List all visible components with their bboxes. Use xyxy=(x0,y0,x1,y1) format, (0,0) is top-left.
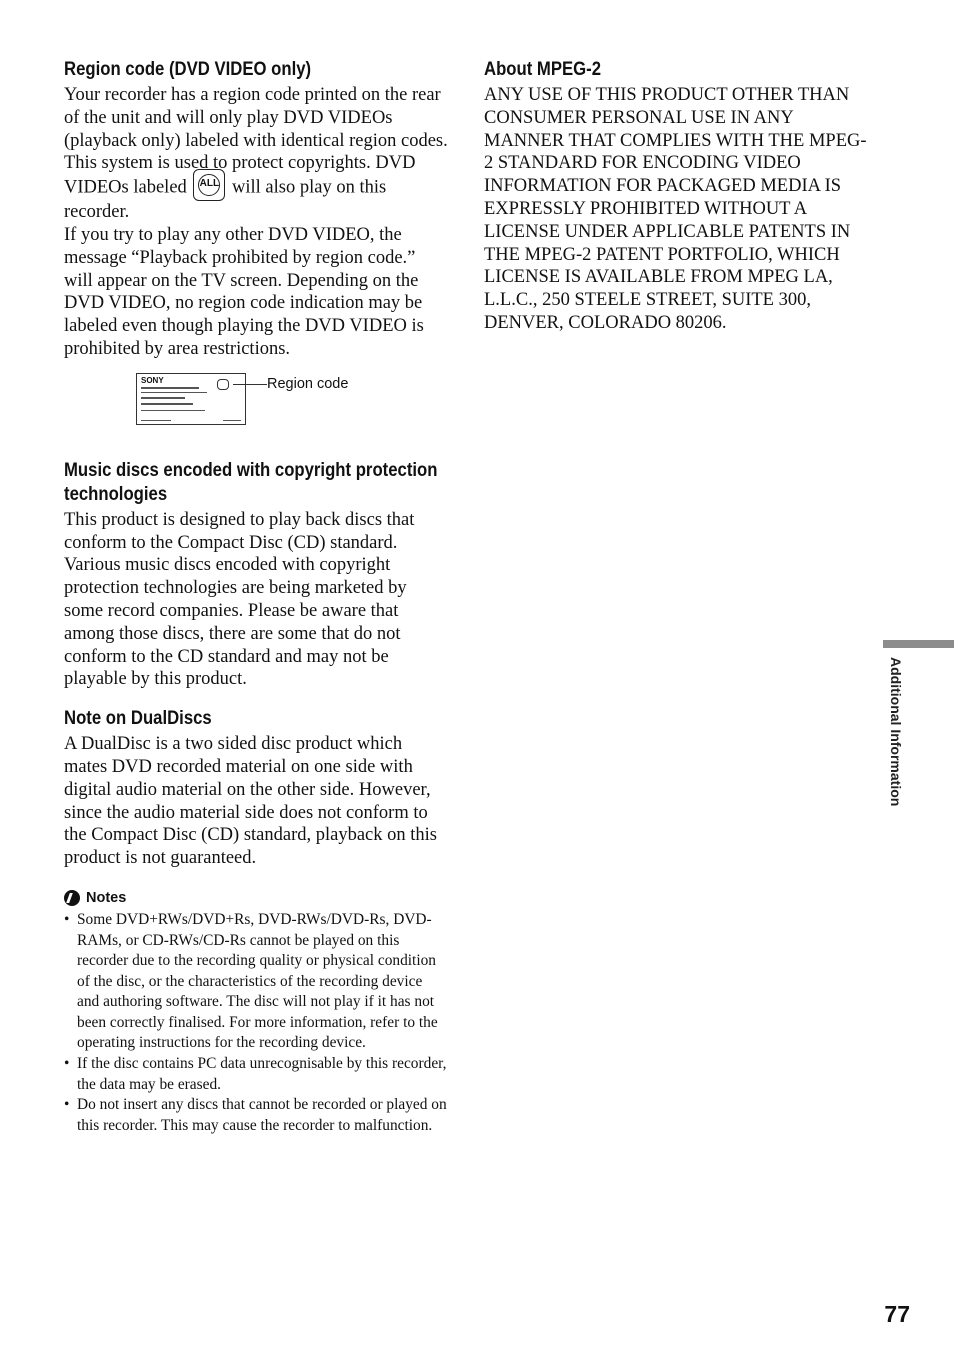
music-discs-section xyxy=(64,459,448,691)
section-tab-label: Additional Information xyxy=(888,657,904,807)
region-code-paragraph-1 xyxy=(64,84,448,224)
plate-text-line-2 xyxy=(141,403,193,405)
all-region-logo-icon xyxy=(193,169,225,201)
plate-brand: SONY xyxy=(141,375,164,385)
mpeg2-section xyxy=(484,58,870,335)
list-item: • Do not insert any discs that cannot be recorded or played on this recorder. This may cause the recorder to malfunction. xyxy=(64,1095,448,1136)
all-logo-text: ALL xyxy=(199,178,220,190)
dualdisc-paragraph: A DualDisc is a two sided disc product which mates DVD recorded material on one side with digital audio material on the other side. However, since the audio material side does not conform to the Compact Disc (CD) standard, playback on this product is not guaranteed. xyxy=(64,734,437,869)
mpeg2-heading: About MPEG-2 xyxy=(484,59,602,80)
notes-heading-text: Notes xyxy=(86,889,127,906)
region-code-section xyxy=(64,58,448,437)
region-text-b: will also play on this recorder. xyxy=(64,177,387,223)
region-text-a: Your recorder has a region code printed on the rear of the unit and will only play DVD VIDEOs (playback only) labeled with identical region codes. This system is used to protect copyrights. DVD VIDEOs labeled xyxy=(64,85,448,198)
region-code-paragraph-2: If you try to play any other DVD VIDEO, the message “Playback prohibited by region code.” will appear on the TV screen. Depending on the DVD VIDEO, no region code indication may be labeled even though playing the DVD VIDEO is prohibited by area restrictions. xyxy=(64,224,424,359)
callout-leader-line xyxy=(233,384,267,385)
region-code-figure xyxy=(64,373,448,437)
music-discs-paragraph: This product is designed to play back discs that conform to the Compact Disc (CD) standard. Various music discs encoded with copyright protection technologies are being marketed by some record companies. Please be aware that among those discs, there are some that do not conform to the CD standard and may not be playable by this product. xyxy=(64,509,415,690)
plate-text-line-1 xyxy=(141,397,185,399)
plate-text-line-5 xyxy=(223,420,241,421)
region-code-marker-icon xyxy=(217,379,229,390)
list-item: • If the disc contains PC data unrecognisable by this recorder, the data may be erased. xyxy=(64,1054,448,1095)
plate-text-line-4 xyxy=(141,420,171,421)
notes-icon xyxy=(64,890,80,906)
notes-list xyxy=(64,910,448,1137)
page-number: 77 xyxy=(884,1301,910,1327)
right-column xyxy=(484,58,870,351)
section-tab-bar xyxy=(883,640,954,648)
plate-text-line-3 xyxy=(141,410,205,411)
region-code-heading: Region code (DVD VIDEO only) xyxy=(64,59,312,80)
dualdisc-heading: Note on DualDiscs xyxy=(64,708,212,730)
notes-section xyxy=(64,888,448,1137)
list-item: • Some DVD+RWs/DVD+Rs, DVD-RWs/DVD-Rs, DVD-RAMs, or CD-RWs/CD-Rs cannot be played on this recorder due to the recording quality or physical condition of the disc, or the characteristics of the recording device and authoring software. The disc will not play if it has not been correctly finalised. For more information, refer to the operating instructions for the recording device. xyxy=(64,910,448,1054)
region-code-callout: Region code xyxy=(267,375,349,392)
left-column xyxy=(64,58,448,1136)
mpeg2-paragraph: ANY USE OF THIS PRODUCT OTHER THAN CONSUMER PERSONAL USE IN ANY MANNER THAT COMPLIES WITH THE MPEG-2 STANDARD FOR ENCODING VIDEO INFORMATION FOR PACKAGED MEDIA IS EXPRESSLY PROHIBITED WITHOUT A LICENSE UNDER APPLICABLE PATENTS IN THE MPEG-2 PATENT PORTFOLIO, WHICH LICENSE IS AVAILABLE FROM MPEG LA, L.L.C., 250 STEELE STREET, SUITE 300, DENVER, COLORADO 80206. xyxy=(484,85,867,333)
plate-underline xyxy=(141,392,207,393)
music-discs-heading: Music discs encoded with copyright protection technologies xyxy=(64,459,438,505)
dualdisc-section xyxy=(64,707,448,870)
plate-model-line xyxy=(141,387,199,389)
rear-label-plate-illustration xyxy=(136,373,246,425)
notes-heading xyxy=(64,888,448,908)
